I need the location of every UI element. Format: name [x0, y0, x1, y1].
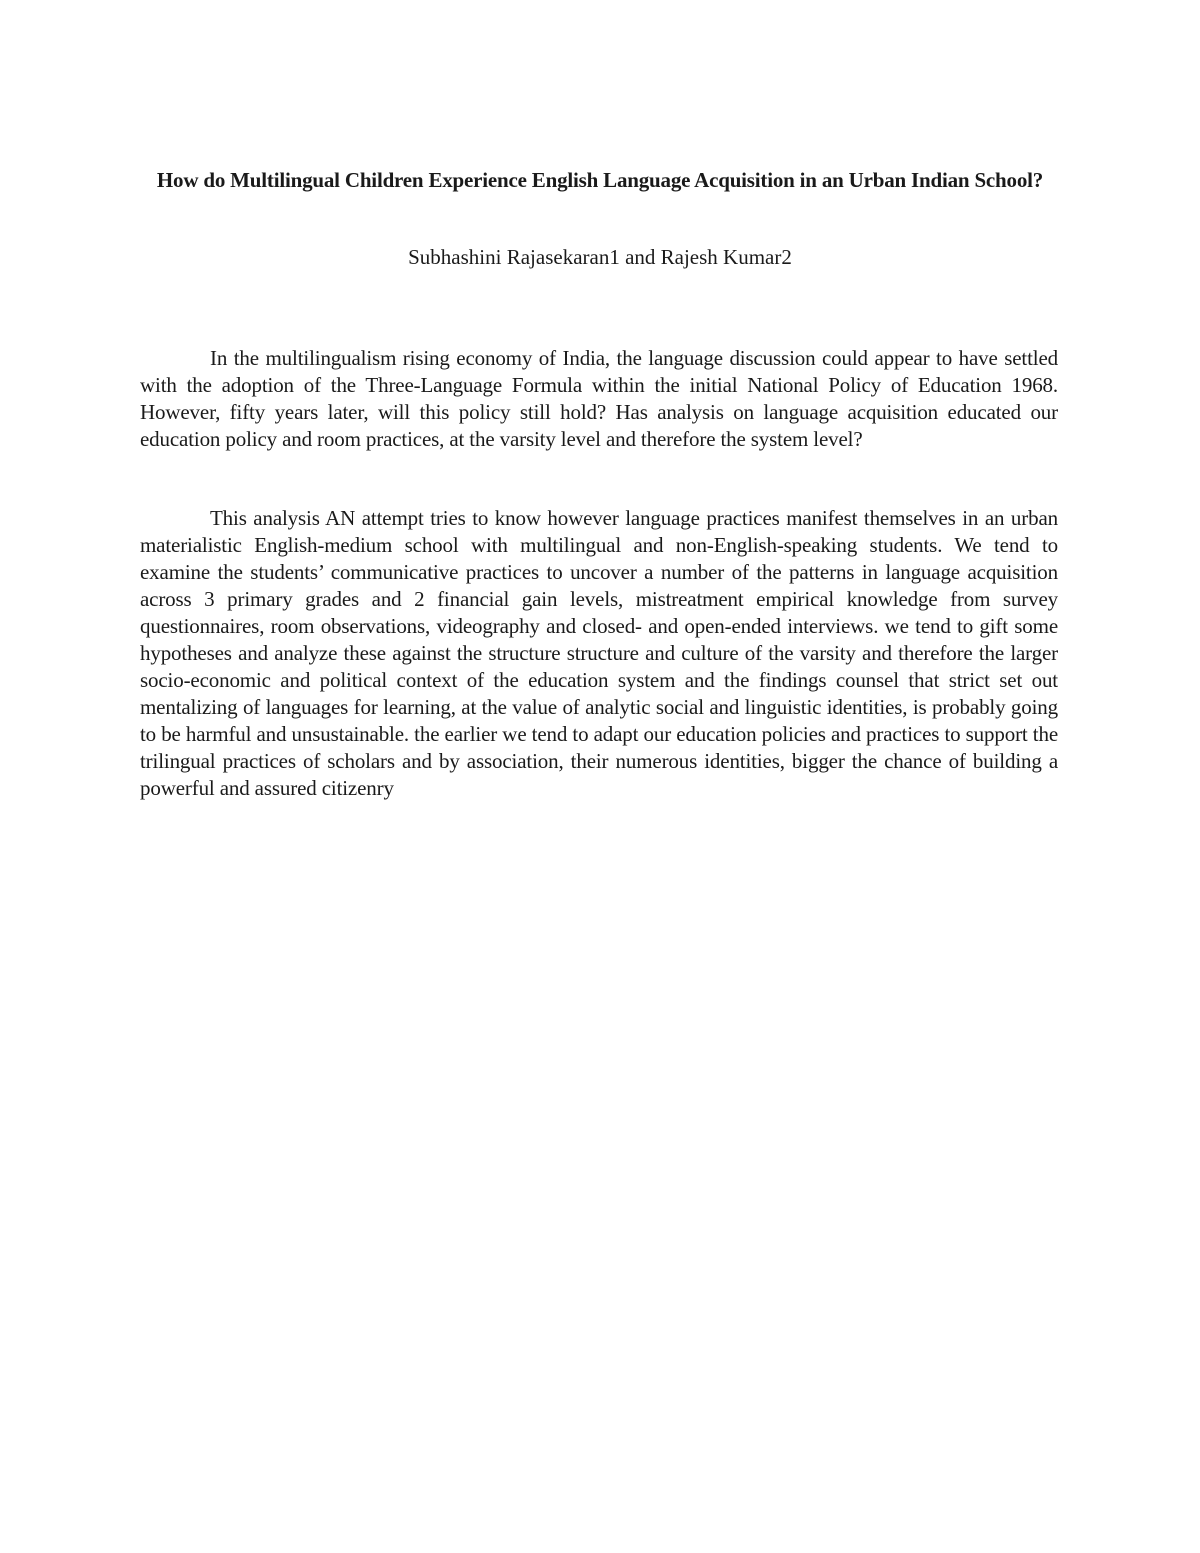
- document-title: How do Multilingual Children Experience English Language Acquisition in an Urban Indian School?: [156, 168, 1044, 192]
- abstract-paragraph-2: This analysis AN attempt tries to know however language practices manifest themselves in an urban materialistic English-medium school with multilingual and non-English-speaking students. We tend to examine the students’ communicative practices to uncover a number of the patterns in language acquisition across 3 primary grades and 2 financial gain levels, mistreatment empirical knowledge from survey questionnaires, room observations, videography and closed- and open-ended interviews. we tend to gift some hypotheses and analyze these against the structure structure and culture of the varsity and therefore the larger socio-economic and political context of the education system and the findings counsel that strict set out mentalizing of languages for learning, at the value of analytic social and linguistic identities, is probably going to be harmful and unsustainable. the earlier we tend to adapt our education policies and practices to support the trilingual practices of scholars and by association, their numerous identities, bigger the chance of building a powerful and assured citizenry: [140, 506, 1058, 800]
- abstract-paragraph-1: In the multilingualism rising economy of India, the language discussion could appear to have settled with the adoption of the Three-Language Formula within the initial National Policy of Education 1968. However, fifty years later, will this policy still hold? Has analysis on language acquisition educated our education policy and room practices, at the varsity level and therefore the system level?: [140, 346, 1058, 451]
- author-line: Subhashini Rajasekaran1 and Rajesh Kumar2: [408, 245, 792, 269]
